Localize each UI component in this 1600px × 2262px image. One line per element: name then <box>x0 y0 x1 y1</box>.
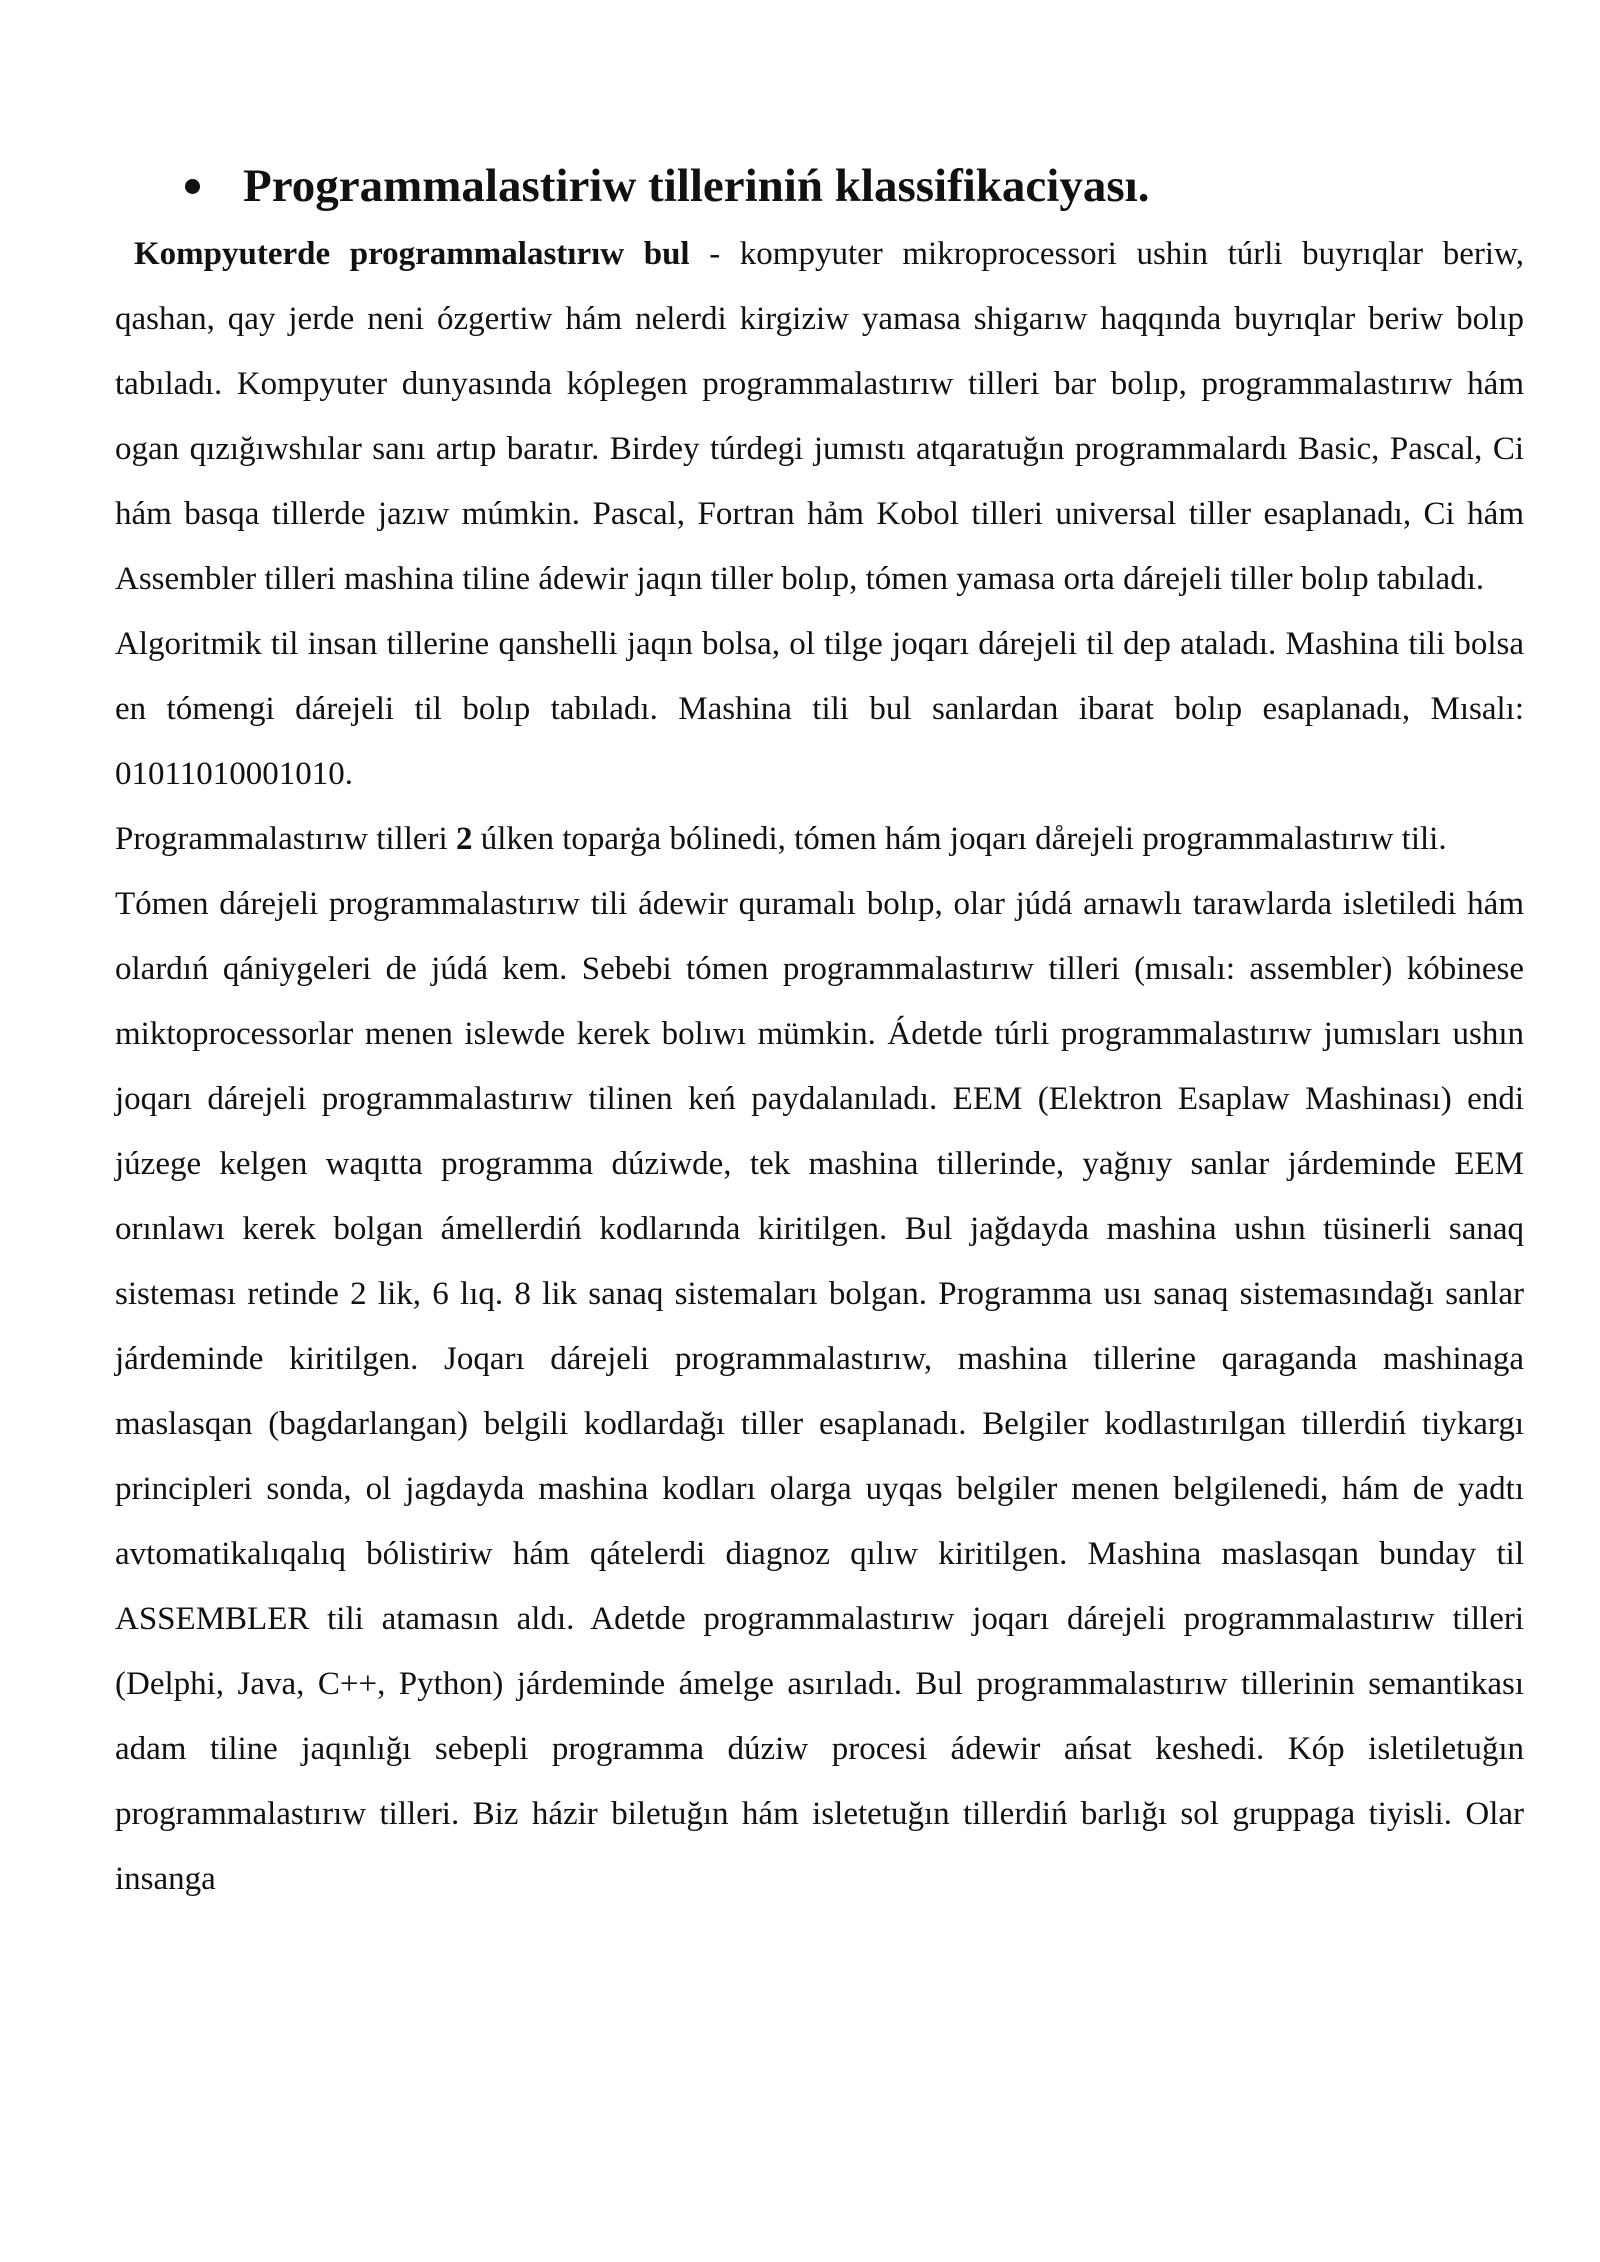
groups-text-after: úlken toparġa bólinedi, tómen hám joqarı dårejeli programmalastırıw tili. <box>472 821 1447 857</box>
intro-text: - kompyuter mikroprocessori ushin túrli buyrıqlar beriw, qashan, qay jerde neni ózgertiw hám nelerdi kirgiziw yamasa shigarıw haqqında buyrıqlar beriw bolıp tabıladı. Kompyuter dunyasında kóplegen programmalastırıw tilleri bar bolıp, programmalastırıw hám ogan qızığıwshılar sanı artıp baratır. Birdey túrdegi jumıstı atqaratuğın programmalardı Basic, Pascal, Ci hám basqa tillerde jazıw múmkin. Pascal, Fortran hảm Kobol tilleri universal tiller esaplanadı, Ci hám Assembler tilleri mashina tiline ádewir jaqın tiller bolıp, tómen yamasa orta dárejeli tiller bolıp tabıladı. <box>115 236 1524 597</box>
low-level-language-paragraph: Tómen dárejeli programmalastırıw tili ádewir quramalı bolıp, olar júdá arnawlı tarawlarda isletiledi hám olardıń qániygeleri de júdá kem. Sebebi tómen programmalastırıw tilleri (mısalı: assembler) kóbinese miktoprocessorlar menen islewde kerek bolıwı mümkin. Ádetde túrli programmalastırıw jumısları ushın joqarı dárejeli programmalastırıw tilinen keń paydalanıladı. EEM (Elektron Esaplaw Mashinası) endi júzege kelgen waqıtta programma dúziwde, tek mashina tillerinde, yağnıy sanlar járdeminde EEM orınlawı kerek bolgan ámellerdiń kodlarında kiritilgen. Bul jağdayda mashina ushın tüsinerli sanaq sisteması retinde 2 lik, 6 lıq. 8 lik sanaq sistemaları bolgan. Programma usı sanaq sistemasındağı sanlar járdeminde kiritilgen. Joqarı dárejeli programmalastırıw, mashina tillerine qaraganda mashinaga maslasqan (bagdarlangan) belgili kodlardağı tiller esaplanadı. Belgiler kodlastırılgan tillerdiń tiykargı principleri sonda, ol jagdayda mashina kodları olarga uyqas belgiler menen belgilenedi, hám de yadtı avtomatikalıqalıq bólistiriw hám qátelerdi diagnoz qılıw kiritilgen. Mashina maslasqan bunday til ASSEMBLER tili atamasın aldı. Adetde programmalastırıw joqarı dárejeli programmalastırıw tilleri (Delphi, Java, C++, Python) járdeminde ámelge asırıladı. Bul programmalastırıw tillerinin semantikası adam tiline jaqınlığı sebepli programma dúziw procesi ádewir ańsat keshedi. Kóp isletiletuğın programmalastırıw tilleri. Biz házir biletuğın hám isletetuğın tillerdiń barlığı sol gruppaga tiyisli. Olar insanga <box>115 886 1524 1897</box>
groups-number: 2 <box>455 821 473 857</box>
intro-paragraph <box>115 222 1524 612</box>
groups-text-before: Programmalastırıw tilleri <box>115 821 456 857</box>
section-heading <box>185 150 1524 222</box>
language-groups-paragraph <box>115 807 1524 872</box>
algorithmic-language-paragraph: Algoritmik til insan tillerine qanshelli jaqın bolsa, ol tilge joqarı dárejeli til dep ataladı. Mashina tili bolsa en tómengi dárejeli til bolıp tabıladı. Mashina tili bul sanlardan ibarat bolıp esaplanadı, Mısalı: 01011010001010. <box>115 626 1524 792</box>
bullet-icon <box>185 179 200 194</box>
intro-bold-term: Kompyuterde programmalastırıw bul <box>134 236 690 272</box>
document-page <box>115 150 1524 1912</box>
heading-text: Programmalastiriw tilleriniń klassifikaciyası. <box>243 160 1150 212</box>
